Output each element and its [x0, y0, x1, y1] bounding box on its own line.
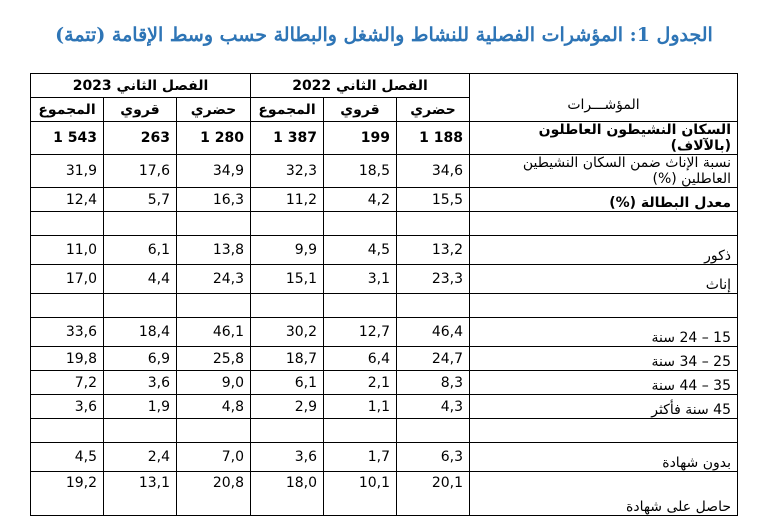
- row-label: ذكور: [470, 236, 738, 265]
- cell-urban-2023: 7,0: [177, 443, 251, 472]
- cell-rural-2022: 4,5: [324, 236, 397, 265]
- table-row-unemployed: [31, 122, 738, 155]
- cell-total-2023: 3,6: [31, 395, 104, 419]
- cell-urban-2023: 4,8: [177, 395, 251, 419]
- cell-rural-2023: 13,1: [104, 472, 177, 516]
- cell-total-2022: 18,0: [251, 472, 324, 516]
- table-row-age-45-plus: [31, 395, 738, 419]
- cell-urban-2023: 1 280: [177, 122, 251, 155]
- table-row-age-35-44: [31, 371, 738, 395]
- table-row-age-15-24: [31, 318, 738, 347]
- cell-total-2022: 11,2: [251, 188, 324, 212]
- table-row-age-25-34: [31, 347, 738, 371]
- cell-urban-2022: 1 188: [397, 122, 470, 155]
- row-label: نسبة الإناث ضمن السكان النشيطين العاطلين (%): [470, 155, 738, 188]
- cell-urban-2023: 24,3: [177, 265, 251, 294]
- period-2022-header: الفصل الثاني 2022: [251, 74, 470, 98]
- cell-total-2022: 6,1: [251, 371, 324, 395]
- cell-urban-2022: 20,1: [397, 472, 470, 516]
- cell-urban-2022: 13,2: [397, 236, 470, 265]
- indicators-header: المؤشـــرات: [470, 74, 738, 122]
- cell-total-2022: 9,9: [251, 236, 324, 265]
- cell-total-2023: 31,9: [31, 155, 104, 188]
- cell-total-2023: 17,0: [31, 265, 104, 294]
- row-label: 25 – 34 سنة: [470, 347, 738, 371]
- col-total-2023: المجموع: [31, 98, 104, 122]
- row-label: حاصل على شهادة: [470, 472, 738, 516]
- table-row-females: [31, 265, 738, 294]
- cell-urban-2023: 13,8: [177, 236, 251, 265]
- cell-urban-2023: 16,3: [177, 188, 251, 212]
- cell-rural-2023: 4,4: [104, 265, 177, 294]
- cell-urban-2023: 25,8: [177, 347, 251, 371]
- table-row-spacer: [31, 212, 738, 236]
- cell-total-2022: 15,1: [251, 265, 324, 294]
- cell-rural-2023: 263: [104, 122, 177, 155]
- cell-urban-2022: 8,3: [397, 371, 470, 395]
- cell-rural-2023: 3,6: [104, 371, 177, 395]
- row-label: 45 سنة فأكثر: [470, 395, 738, 419]
- cell-urban-2022: 24,7: [397, 347, 470, 371]
- cell-urban-2022: 15,5: [397, 188, 470, 212]
- cell-total-2023: 12,4: [31, 188, 104, 212]
- cell-urban-2022: 34,6: [397, 155, 470, 188]
- row-label: بدون شهادة: [470, 443, 738, 472]
- cell-urban-2023: 20,8: [177, 472, 251, 516]
- cell-rural-2022: 3,1: [324, 265, 397, 294]
- table-row-no-diploma: [31, 443, 738, 472]
- data-table: [30, 73, 738, 516]
- cell-total-2022: 32,3: [251, 155, 324, 188]
- table-row-female-share: [31, 155, 738, 188]
- cell-rural-2023: 17,6: [104, 155, 177, 188]
- cell-rural-2022: 12,7: [324, 318, 397, 347]
- cell-total-2022: 18,7: [251, 347, 324, 371]
- cell-rural-2022: 2,1: [324, 371, 397, 395]
- table-title: الجدول 1: المؤشرات الفصلية للنشاط والشغل والبطالة حسب وسط الإقامة (تتمة): [55, 24, 713, 46]
- cell-total-2023: 19,2: [31, 472, 104, 516]
- cell-total-2023: 19,8: [31, 347, 104, 371]
- cell-rural-2022: 6,4: [324, 347, 397, 371]
- col-urban-2023: حضري: [177, 98, 251, 122]
- table-row-spacer: [31, 419, 738, 443]
- cell-urban-2022: 4,3: [397, 395, 470, 419]
- cell-total-2022: 30,2: [251, 318, 324, 347]
- cell-rural-2023: 6,9: [104, 347, 177, 371]
- row-label: 35 – 44 سنة: [470, 371, 738, 395]
- row-label: معدل البطالة (%): [470, 188, 738, 212]
- cell-total-2023: 4,5: [31, 443, 104, 472]
- cell-urban-2022: 46,4: [397, 318, 470, 347]
- table-row-males: [31, 236, 738, 265]
- row-label: إناث: [470, 265, 738, 294]
- cell-rural-2022: 1,7: [324, 443, 397, 472]
- cell-rural-2022: 10,1: [324, 472, 397, 516]
- cell-rural-2023: 6,1: [104, 236, 177, 265]
- cell-total-2023: 33,6: [31, 318, 104, 347]
- row-label: 15 – 24 سنة: [470, 318, 738, 347]
- row-label: السكان النشيطون العاطلون (بالآلاف): [470, 122, 738, 155]
- cell-rural-2022: 4,2: [324, 188, 397, 212]
- col-urban-2022: حضري: [397, 98, 470, 122]
- cell-rural-2022: 18,5: [324, 155, 397, 188]
- cell-rural-2023: 2,4: [104, 443, 177, 472]
- cell-urban-2023: 9,0: [177, 371, 251, 395]
- cell-rural-2022: 199: [324, 122, 397, 155]
- cell-rural-2023: 18,4: [104, 318, 177, 347]
- cell-total-2022: 2,9: [251, 395, 324, 419]
- cell-urban-2022: 6,3: [397, 443, 470, 472]
- cell-rural-2023: 5,7: [104, 188, 177, 212]
- table-row-spacer: [31, 294, 738, 318]
- header-row-period: [31, 74, 738, 98]
- cell-total-2022: 1 387: [251, 122, 324, 155]
- period-2023-header: الفصل الثاني 2023: [31, 74, 251, 98]
- table-row-unemployment-rate: [31, 188, 738, 212]
- cell-rural-2022: 1,1: [324, 395, 397, 419]
- table-row-with-diploma: [31, 472, 738, 516]
- col-total-2022: المجموع: [251, 98, 324, 122]
- cell-urban-2022: 23,3: [397, 265, 470, 294]
- col-rural-2022: قروي: [324, 98, 397, 122]
- cell-total-2023: 11,0: [31, 236, 104, 265]
- cell-total-2022: 3,6: [251, 443, 324, 472]
- cell-total-2023: 1 543: [31, 122, 104, 155]
- col-rural-2023: قروي: [104, 98, 177, 122]
- cell-urban-2023: 34,9: [177, 155, 251, 188]
- cell-total-2023: 7,2: [31, 371, 104, 395]
- cell-rural-2023: 1,9: [104, 395, 177, 419]
- cell-urban-2023: 46,1: [177, 318, 251, 347]
